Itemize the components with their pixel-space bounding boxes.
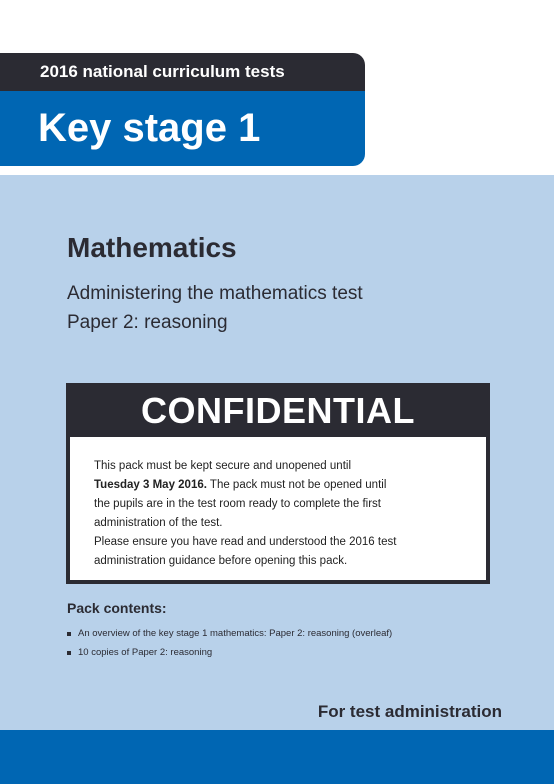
confidential-title: CONFIDENTIAL xyxy=(141,390,415,431)
list-item xyxy=(67,643,392,662)
confidential-box xyxy=(66,383,490,584)
notice-line-3: the pupils are in the test room ready to complete the first xyxy=(94,498,382,510)
notice-line-2 xyxy=(94,476,472,495)
bullet-icon xyxy=(67,632,71,636)
list-item-text: 10 copies of Paper 2: reasoning xyxy=(78,647,213,658)
key-stage-title: Key stage 1 xyxy=(0,91,365,166)
notice-line-6: administration guidance before opening this pack. xyxy=(94,555,348,567)
header-banner xyxy=(0,53,365,166)
confidential-notice xyxy=(70,437,486,580)
notice-line-5: Please ensure you have read and understood the 2016 test xyxy=(94,536,397,548)
series-title: 2016 national curriculum tests xyxy=(0,53,365,91)
notice-line-2-rest: The pack must not be opened until xyxy=(206,479,387,491)
list-item-text: An overview of the key stage 1 mathematics: Paper 2: reasoning (overleaf) xyxy=(78,628,393,639)
test-administration-label: For test administration xyxy=(317,702,502,721)
subject-title: Mathematics xyxy=(67,232,237,263)
notice-line-4: administration of the test. xyxy=(94,517,223,529)
subtitle-line-2: Paper 2: reasoning xyxy=(67,312,228,333)
footer-bar xyxy=(0,730,554,784)
list-item xyxy=(67,624,392,643)
notice-date: Tuesday 3 May 2016. xyxy=(94,479,207,491)
subtitle-line-1: Administering the mathematics test xyxy=(67,283,363,304)
notice-line-1: This pack must be kept secure and unopened until xyxy=(94,460,351,472)
bullet-icon xyxy=(67,651,71,655)
pack-contents-heading: Pack contents: xyxy=(67,600,167,616)
pack-contents-list xyxy=(67,624,392,662)
